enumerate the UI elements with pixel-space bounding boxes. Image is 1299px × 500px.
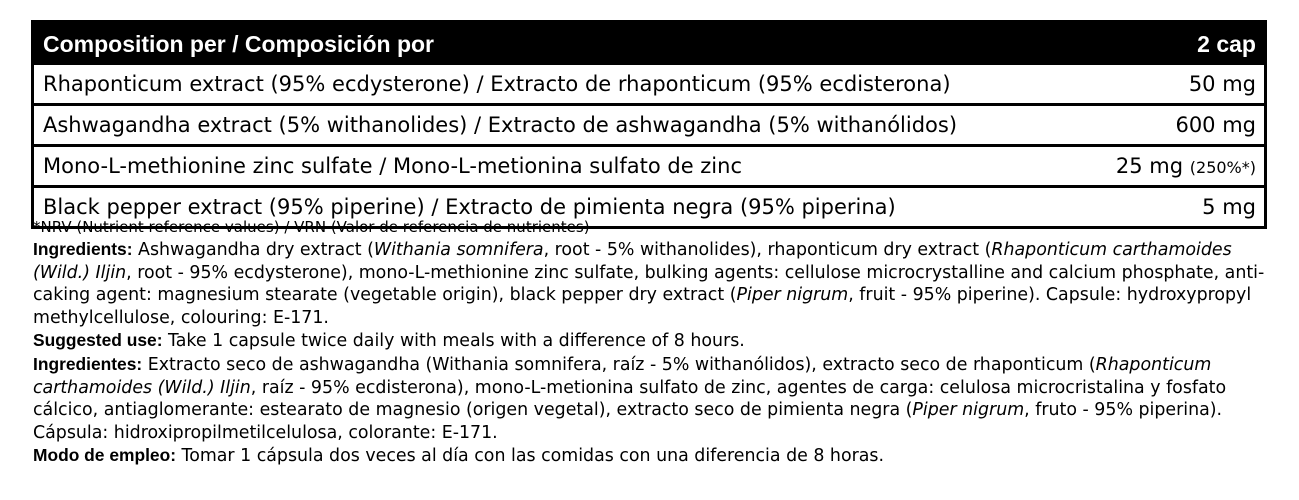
ingredients-en-text: , fruit - 95% piperine). Capsule: hydroxypropyl methylcellulose, colouring: E-171. <box>33 285 1252 328</box>
row-amount <box>1202 195 1256 219</box>
row-name: Black pepper extract (95% piperine) / Extracto de pimienta negra (95% piperina) <box>43 195 896 219</box>
ingredientes-es-label: Ingredientes: <box>33 353 143 374</box>
suggested-use-text: Take 1 capsule twice daily with meals with a difference of 8 hours. <box>162 331 745 352</box>
ingredients-en-italic: Piper nigrum <box>736 285 849 306</box>
nrv-percent: (250%*) <box>1189 158 1256 177</box>
row-amount-value: 5 mg <box>1202 195 1256 219</box>
ingredients-en-italic: Withania somnifera <box>373 240 544 260</box>
modo-empleo-label: Modo de empleo: <box>33 445 176 466</box>
table-row <box>34 65 1264 103</box>
nrv-footnote: *NRV (Nutrient reference values) / VRN (Valor de referencia de nutrientes) <box>33 218 590 236</box>
table-header-label: Composition per / Composición por <box>43 30 434 57</box>
suggested-use-label: Suggested use: <box>33 330 163 351</box>
row-name: Rhaponticum extract (95% ecdysterone) / Extracto de rhaponticum (95% ecdisterona) <box>43 72 951 96</box>
nutrition-table <box>31 20 1267 229</box>
ingredients-en <box>33 238 1269 329</box>
ingredients-en-italic: Rhaponticum carthamoides (Wild.) Iljin <box>33 240 1232 283</box>
table-header <box>34 23 1264 65</box>
product-info-text <box>33 217 1269 468</box>
table-row <box>34 103 1264 144</box>
suggested-use <box>33 329 1269 353</box>
ingredients-en-label: Ingredients: <box>33 239 133 259</box>
row-amount <box>1189 72 1256 96</box>
ingredientes-es-text: , fruto - 95% piperina). Cápsula: hidroxipropilmetilcelulosa, colorante: E-171. <box>33 400 1223 443</box>
modo-empleo <box>33 444 1269 468</box>
ingredients-en-text: , root - 5% withanolides), rhaponticum dry extract ( <box>543 240 992 260</box>
modo-empleo-text: Tomar 1 cápsula dos veces al día con las comidas con una diferencia de 8 horas. <box>176 446 884 467</box>
ingredientes-es <box>33 353 1269 444</box>
ingredients-en-text: Ashwagandha dry extract ( <box>132 240 374 260</box>
row-amount <box>1175 113 1256 137</box>
ingredientes-es-text: , raíz - 95% ecdisterona), mono-L-metionina sulfato de zinc, agentes de carga: celulosa microcristalina y fosfato cálcico, antiaglomerante: estearato de magnesio (origen vegetal), extracto seco de pimienta negra ( <box>33 377 1227 421</box>
ingredientes-es-italic: Piper nigrum <box>912 400 1025 421</box>
ingredientes-es-italic: Rhaponticum carthamoides (Wild.) Iljin <box>33 354 1212 398</box>
ingredients-en-text: , root - 95% ecdysterone), mono-L-methionine zinc sulfate, bulking agents: cellulose microcrystalline and calcium phosphate, anti-caking agent: magnesium stearate (vegetable origin), black pepper dry extract ( <box>33 262 1265 306</box>
row-amount-value: 25 mg <box>1115 154 1184 178</box>
row-amount-value: 50 mg <box>1188 72 1256 96</box>
table-header-amount: 2 cap <box>1197 30 1256 57</box>
table-row <box>34 144 1264 185</box>
row-amount <box>1116 154 1256 178</box>
row-name: Mono-L-methionine zinc sulfate / Mono-L-metionina sulfato de zinc <box>43 154 742 178</box>
row-name: Ashwagandha extract (5% withanolides) / Extracto de ashwagandha (5% withanólidos) <box>43 113 958 137</box>
ingredientes-es-text: Extracto seco de ashwagandha (Withania somnifera, raíz - 5% withanólidos), extracto seco de rhaponticum ( <box>142 354 1096 375</box>
row-amount-value: 600 mg <box>1175 113 1256 137</box>
